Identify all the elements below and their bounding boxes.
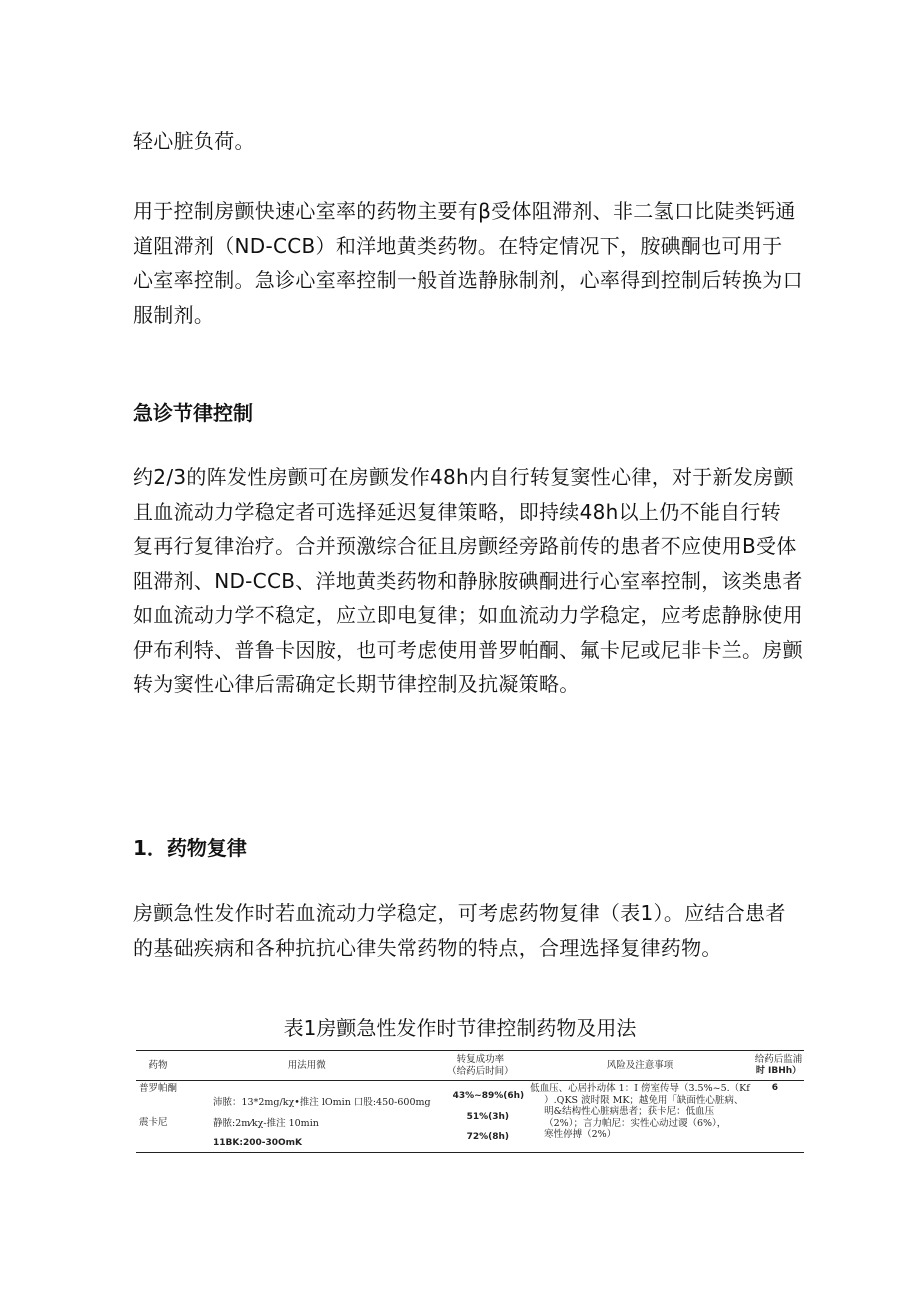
text-line: 且血流动力学稳定者可选择延迟复律策略，即持续48h以上仍不能自行转 [133, 499, 782, 524]
header-success: 转复成功率 （给药后时间） [434, 1051, 528, 1081]
paragraph-rate-control [133, 194, 813, 332]
success-cell: 43%~89%(6h) 51%(3h) 72%(8h) [434, 1081, 528, 1153]
usage-cell: 沛脓：13*2mg/kχ•推注 lOmin 口股:450-600mg 静脓:2m⁄kχ-推注 10min 11BK:200-30OmK [180, 1081, 434, 1153]
text-line: 道阻滞剂（ND-CCB）和洋地黄类药物。在特定情况下，胺碘酮也可用于 [133, 233, 783, 258]
paragraph-intro-end [133, 124, 813, 159]
monitor-cell: 6 [753, 1081, 805, 1153]
text-line: 如血流动力学不稳定，应立即电复律；如血流动力学稳定，应考虑静脉使用 [133, 603, 803, 627]
drug-cell: 普罗帕酮 震卡尼 [136, 1081, 180, 1153]
table-row [136, 1081, 804, 1153]
text-line: 转为窦性心律后需确定长期节律控制及抗凝策略。 [133, 672, 580, 696]
table-header-row [136, 1051, 804, 1081]
text-line: 心室率控制。急诊心室率控制一般首选静脉制剂，心率得到控制后转换为口 [133, 268, 803, 292]
text-line: 约2/3的阵发性房颤可在房颤发作48h内自行转复窦性心律，对于新发房颤 [133, 465, 794, 489]
header-monitor: 给药后监浦 时 IBHh） [753, 1051, 805, 1081]
heading-emergency-rhythm: 急诊节律控制 [133, 401, 253, 425]
header-usage: 用法用微 [180, 1051, 434, 1081]
header-risk: 风险及注意事项 [527, 1051, 753, 1081]
text-line: 房颤急性发作时若血流动力学稳定，可考虑药物复律（表1）。应结合患者 [133, 901, 786, 925]
paragraph-rhythm-strategy [133, 460, 813, 702]
table-caption: 表1房颤急性发作时节律控制药物及用法 [283, 1016, 637, 1040]
text-line: 的基础疾病和各种抗抗心律失常药物的特点，合理选择复律药物。 [133, 935, 722, 960]
risk-cell: 低血压、心居扑动体 1：I 傍室传导（3.5%~5.（Kf ）.QKS 波时限 MK；越免用「缺面性心脏病、 明&结构性心脏病患者；获卡尼：低血压 （2%）；言力帕尼：实性心动过谡（6%）， 寒性停搏（2%） [527, 1081, 753, 1153]
text-line: 伊布利特、普鲁卡因胺，也可考虑使用普罗帕酮、氟卡尼或尼非卡兰。房颤 [133, 637, 803, 662]
text-line: 服制剂。 [133, 302, 215, 327]
text-line: 阻滞剂、ND-CCB、洋地黄类药物和静脉胺碘酮进行心室率控制，该类患者 [133, 568, 803, 593]
text-line: 轻心脏负荷。 [133, 129, 255, 153]
drug-table [136, 1050, 804, 1153]
heading-drug-cardioversion: 1．药物复律 [133, 836, 247, 860]
paragraph-drug-cardioversion [133, 896, 813, 965]
header-drug: 药物 [136, 1051, 180, 1081]
text-line: 复再行复律治疗。合并预激综合征且房颤经旁路前传的患者不应使用B受体 [133, 534, 797, 558]
text-line: 用于控制房颤快速心室率的药物主要有β受体阻滞剂、非二氢口比陡类钙通 [133, 199, 796, 223]
